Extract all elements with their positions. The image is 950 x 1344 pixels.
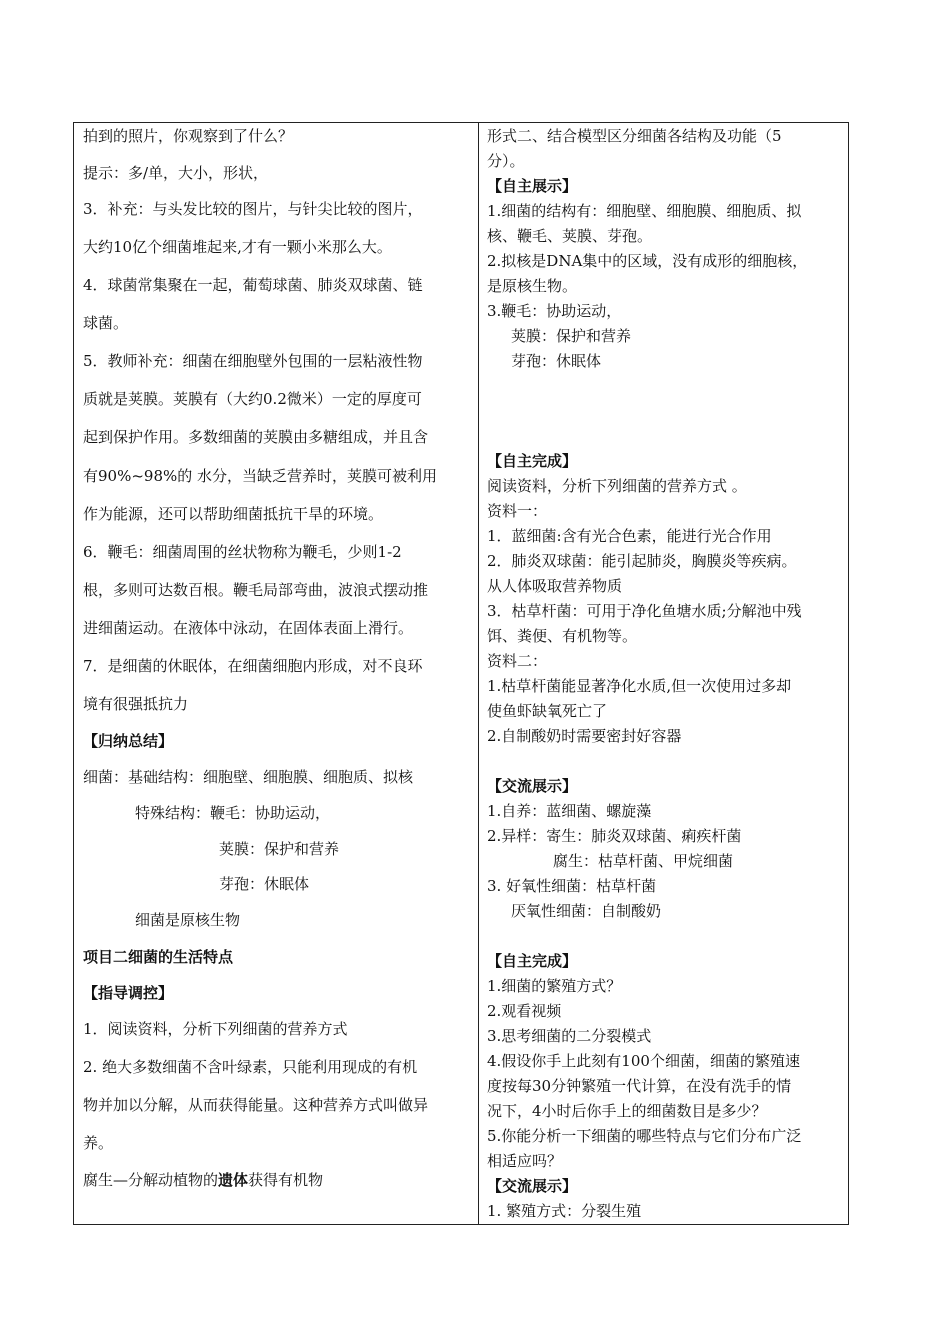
text-line: 2.观看视频 (487, 1002, 562, 1020)
text-line: 2.自制酸奶时需要密封好容器 (487, 727, 682, 745)
text-line: 境有很强抵抗力 (83, 695, 189, 713)
text-line: 作为能源，还可以帮助细菌抵抗干旱的环境。 (83, 505, 384, 523)
text-line: 3．补充：与头发比较的图片，与针尖比较的图片， (83, 200, 423, 218)
text-line: 1. 繁殖方式：分裂生殖 (487, 1202, 642, 1220)
text-line: 资料一： (487, 502, 548, 520)
text-line: 5．教师补充：细菌在细胞壁外包围的一层粘液性物 (83, 352, 423, 370)
text-line: 1.枯草杆菌能显著净化水质,但一次使用过多却 (487, 677, 792, 695)
summary-line: 荚膜：保护和营养 (219, 840, 340, 858)
text-line: 腐生：枯草杆菌、甲烷细菌 (553, 852, 734, 870)
section-heading-exchange: 【交流展示】 (487, 777, 578, 795)
text-line: 3.鞭毛：协助运动， (487, 302, 622, 320)
text-line: 球菌。 (83, 314, 129, 332)
hint-line: 提示：多/单，大小，形状， (83, 164, 269, 182)
text-line: 1.细菌的繁殖方式？ (487, 977, 622, 995)
text-line: 4.假设你手上此刻有100个细菌，细菌的繁殖速 (487, 1052, 800, 1070)
text-line: 有90%~98%的 水分，当缺乏营养时，荚膜可被利用 (83, 467, 438, 485)
text-line: 3. 好氧性细菌：枯草杆菌 (487, 877, 657, 895)
text-line: 3.思考细菌的二分裂模式 (487, 1027, 652, 1045)
text-line: 分）。 (487, 152, 525, 170)
lesson-table (73, 122, 849, 1225)
text-line: 3．枯草杆菌：可用于净化鱼塘水质;分解池中残 (487, 602, 802, 620)
section-heading-complete: 【自主完成】 (487, 952, 578, 970)
text-line: 物并加以分解，从而获得能量。这种营养方式叫做异 (83, 1096, 429, 1114)
text-line: 厌氧性细菌：自制酸奶 (511, 902, 662, 920)
text-line: 芽孢：休眠体 (511, 352, 602, 370)
text-line: 6．鞭毛：细菌周围的丝状物称为鞭毛，少则1-2 (83, 543, 402, 561)
text-line: 资料二： (487, 652, 548, 670)
text-line: 起到保护作用。多数细菌的荚膜由多糖组成，并且含 (83, 428, 429, 446)
text-line: 荚膜：保护和营养 (511, 327, 632, 345)
text-line: 况下，4小时后你手上的细菌数目是多少？ (487, 1102, 767, 1120)
text-line: 拍到的照片，你观察到了什么？ (83, 127, 294, 145)
text-line: 相适应吗？ (487, 1152, 563, 1170)
column-divider (478, 123, 479, 1224)
text-emphasis: 遗体 (218, 1171, 249, 1189)
text-part: 腐生—分解动植物的 (83, 1171, 219, 1189)
text-line: 5.你能分析一下细菌的哪些特点与它们分布广泛 (487, 1127, 802, 1145)
text-line: 1．蓝细菌:含有光合色素，能进行光合作用 (487, 527, 772, 545)
section-heading-complete: 【自主完成】 (487, 452, 578, 470)
text-line: 饵、粪便、有机物等。 (487, 627, 638, 645)
text-line: 使鱼虾缺氧死亡了 (487, 702, 608, 720)
text-line: 根，多则可达数百根。鞭毛局部弯曲，波浪式摆动推 (83, 581, 429, 599)
summary-line: 细菌是原核生物 (135, 911, 241, 929)
text-line: 7．是细菌的休眠体，在细菌细胞内形成，对不良环 (83, 657, 423, 675)
text-line: 4．球菌常集聚在一起，葡萄球菌、肺炎双球菌、链 (83, 276, 423, 294)
text-line: 2.异样：寄生：肺炎双球菌、痢疾杆菌 (487, 827, 742, 845)
text-line: 从人体吸取营养物质 (487, 577, 623, 595)
text-line: 核、鞭毛、荚膜、芽孢。 (487, 227, 653, 245)
text-line: 进细菌运动。在液体中泳动，在固体表面上滑行。 (83, 619, 414, 637)
text-line: 质就是荚膜。荚膜有（大约0.2微米）一定的厚度可 (83, 390, 422, 408)
summary-line: 细菌：基础结构：细胞壁、细胞膜、细胞质、拟核 (83, 768, 414, 786)
summary-line: 特殊结构：鞭毛：协助运动， (135, 804, 331, 822)
text-line: 养。 (83, 1134, 114, 1152)
summary-line: 芽孢：休眠体 (219, 875, 310, 893)
text-part: 获得有机物 (248, 1171, 324, 1189)
text-line: 1.自养：蓝细菌、螺旋藻 (487, 802, 652, 820)
section-heading-guide: 【指导调控】 (83, 984, 174, 1002)
text-line: 大约10亿个细菌堆起来,才有一颗小米那么大。 (83, 238, 392, 256)
section-heading-show: 【自主展示】 (487, 177, 578, 195)
text-line: 2．肺炎双球菌：能引起肺炎，胸膜炎等疾病。 (487, 552, 797, 570)
text-line: 是原核生物。 (487, 277, 578, 295)
text-line (83, 1171, 323, 1189)
text-line: 1．阅读资料，分析下列细菌的营养方式 (83, 1020, 348, 1038)
text-line: 形式二、结合模型区分细菌各结构及功能（5 (487, 127, 782, 145)
text-line: 阅读资料，分析下列细菌的营养方式 。 (487, 477, 747, 495)
text-line: 2. 绝大多数细菌不含叶绿素，只能利用现成的有机 (83, 1058, 418, 1076)
section-heading-summary: 【归纳总结】 (83, 732, 174, 750)
text-line: 2.拟核是DNA集中的区域，没有成形的细胞核， (487, 252, 808, 270)
text-line: 度按每30分钟繁殖一代计算，在没有洗手的情 (487, 1077, 792, 1095)
section-heading-exchange: 【交流展示】 (487, 1177, 578, 1195)
text-line: 1.细菌的结构有：细胞壁、细胞膜、细胞质、拟 (487, 202, 802, 220)
section-heading-project2: 项目二细菌的生活特点 (83, 948, 234, 966)
